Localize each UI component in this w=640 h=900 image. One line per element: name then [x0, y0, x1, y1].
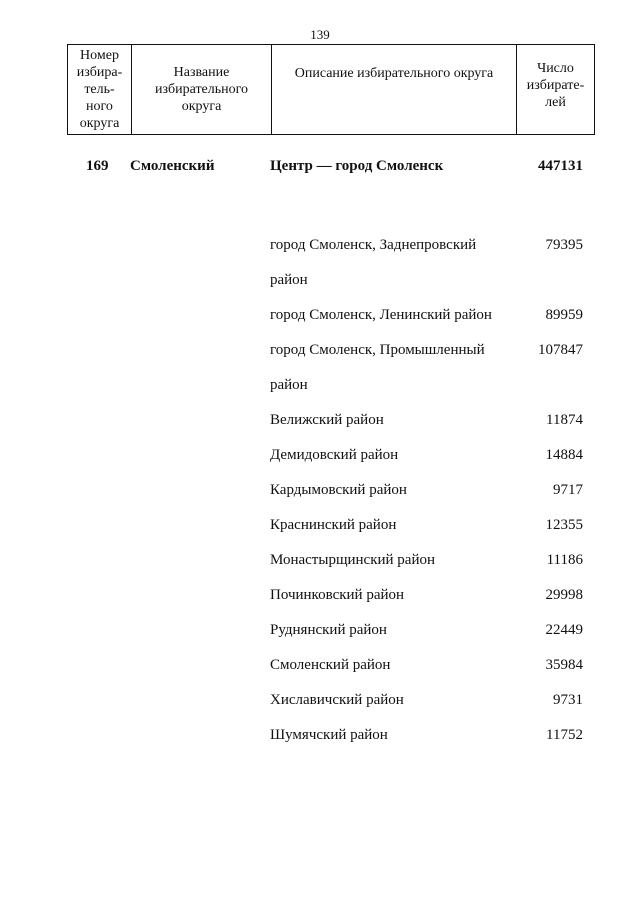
entry-voter-count: 107847: [538, 342, 583, 358]
header-number-line: Номер: [80, 48, 119, 63]
header-district-number: [68, 45, 132, 135]
district-center: Центр — город Смоленск: [270, 158, 444, 174]
header-name-line: округа: [181, 99, 222, 114]
district-voters: 447131: [538, 158, 583, 174]
header-district-name: [132, 45, 272, 135]
list-item: [0, 718, 640, 753]
entry-description: город Смоленск, Промышленный район: [270, 342, 485, 393]
entry-voter-count: 12355: [545, 517, 583, 533]
entry-description: Руднянский район: [270, 622, 387, 638]
page-number: 139: [310, 27, 330, 42]
table-header: [67, 44, 595, 135]
list-item: [0, 403, 640, 438]
entry-voter-count: 11874: [546, 412, 583, 428]
entry-description: Хиславичский район: [270, 692, 404, 708]
list-item: [0, 438, 640, 473]
list-item: [0, 613, 640, 648]
entry-voter-count: 79395: [545, 237, 583, 253]
header-number-line: ного: [86, 99, 113, 114]
entry-voter-count: 11752: [546, 727, 583, 743]
header-name-line: Название: [173, 65, 230, 80]
entry-description: Шумячский район: [270, 727, 388, 743]
entry-description: Кардымовский район: [270, 482, 407, 498]
header-number-line: тель-: [84, 82, 115, 97]
entry-description: Краснинский район: [270, 517, 397, 533]
entry-voter-count: 11186: [546, 552, 583, 568]
entry-description: город Смоленск, Заднепровский район: [270, 237, 477, 288]
list-item: [0, 683, 640, 718]
entry-description: Починковский район: [270, 587, 405, 603]
header-count-line: лей: [545, 95, 566, 110]
entry-description: Монастырщинский район: [270, 552, 436, 568]
district-name: Смоленский: [130, 158, 215, 174]
list-item: [0, 228, 640, 298]
list-item: [0, 648, 640, 683]
entry-voter-count: 9731: [553, 692, 583, 708]
header-count-line: Число: [537, 61, 574, 76]
list-item: [0, 473, 640, 508]
entry-voter-count: 35984: [545, 657, 583, 673]
list-item: [0, 298, 640, 333]
list-item: [0, 578, 640, 613]
list-item: [0, 508, 640, 543]
entry-description: Велижский район: [270, 412, 384, 428]
header-number-line: избира-: [76, 65, 123, 80]
header-name-line: избирательного: [154, 82, 249, 97]
entry-voter-count: 29998: [545, 587, 583, 603]
district-entries-list: [0, 228, 640, 753]
list-item: [0, 543, 640, 578]
entry-voter-count: 9717: [553, 482, 583, 498]
entry-voter-count: 89959: [545, 307, 583, 323]
entry-description: Смоленский район: [270, 657, 391, 673]
entry-voter-count: 22449: [545, 622, 583, 638]
list-item: [0, 333, 640, 403]
header-count-line: избирате-: [526, 78, 585, 93]
entry-description: город Смоленск, Ленинский район: [270, 307, 492, 323]
district-number: 169: [86, 158, 109, 174]
district-row: [0, 158, 640, 178]
header-district-description: [272, 45, 517, 135]
entry-description: Демидовский район: [270, 447, 399, 463]
entry-voter-count: 14884: [545, 447, 583, 463]
header-number-line: округа: [79, 116, 120, 131]
header-desc-text: Описание избирательного округа: [294, 66, 494, 81]
header-voter-count: [517, 45, 595, 135]
